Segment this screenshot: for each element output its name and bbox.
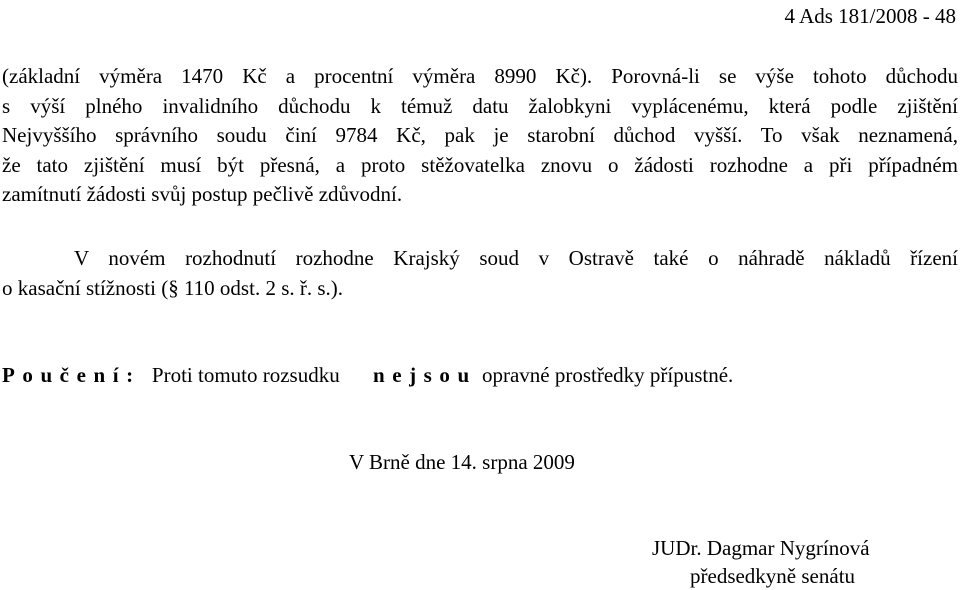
paragraph-line: V novém rozhodnutí rozhodne Krajský soud v Ostravě také o náhradě nákladů řízení [74,246,958,270]
case-number: 4 Ads 181/2008 - 48 [784,4,956,28]
paragraph-costs-decision [2,244,958,303]
signature-role: předsedkyně senátu [690,564,856,588]
instruction-emphasis: nejsou [372,363,477,387]
paragraph-line: o kasační stížnosti (§ 110 odst. 2 s. ř. s.). [2,275,344,300]
paragraph-line: Nejvyššího správního soudu činí 9784 Kč, pak je starobní důchod vyšší. To však neznamená, [2,123,958,147]
paragraph-line: zamítnutí žádosti svůj postup pečlivě zdůvodní. [2,182,403,206]
signature-name: JUDr. Dagmar Nygrínová [652,536,870,560]
date-line: V Brně dne 14. srpna 2009 [349,450,575,474]
paragraph-pension-comparison [2,62,958,210]
instruction-label: Poučení: [2,363,141,387]
paragraph-line: s výší plného invalidního důchodu k témuž datu žalobkyni vyplácenému, která podle zjištění [2,93,958,118]
paragraph-line: že tato zjištění musí být přesná, a proto stěžovatelka znovu o žádosti rozhodne a při případném [2,152,958,177]
instruction-text-before: Proti tomuto rozsudku [151,363,340,387]
instruction-text-after: opravné prostředky přípustné. [481,363,734,387]
paragraph-line: (základní výměra 1470 Kč a procentní výměra 8990 Kč). Porovná-li se výše tohoto důchodu [2,64,958,88]
legal-instruction [2,365,733,386]
